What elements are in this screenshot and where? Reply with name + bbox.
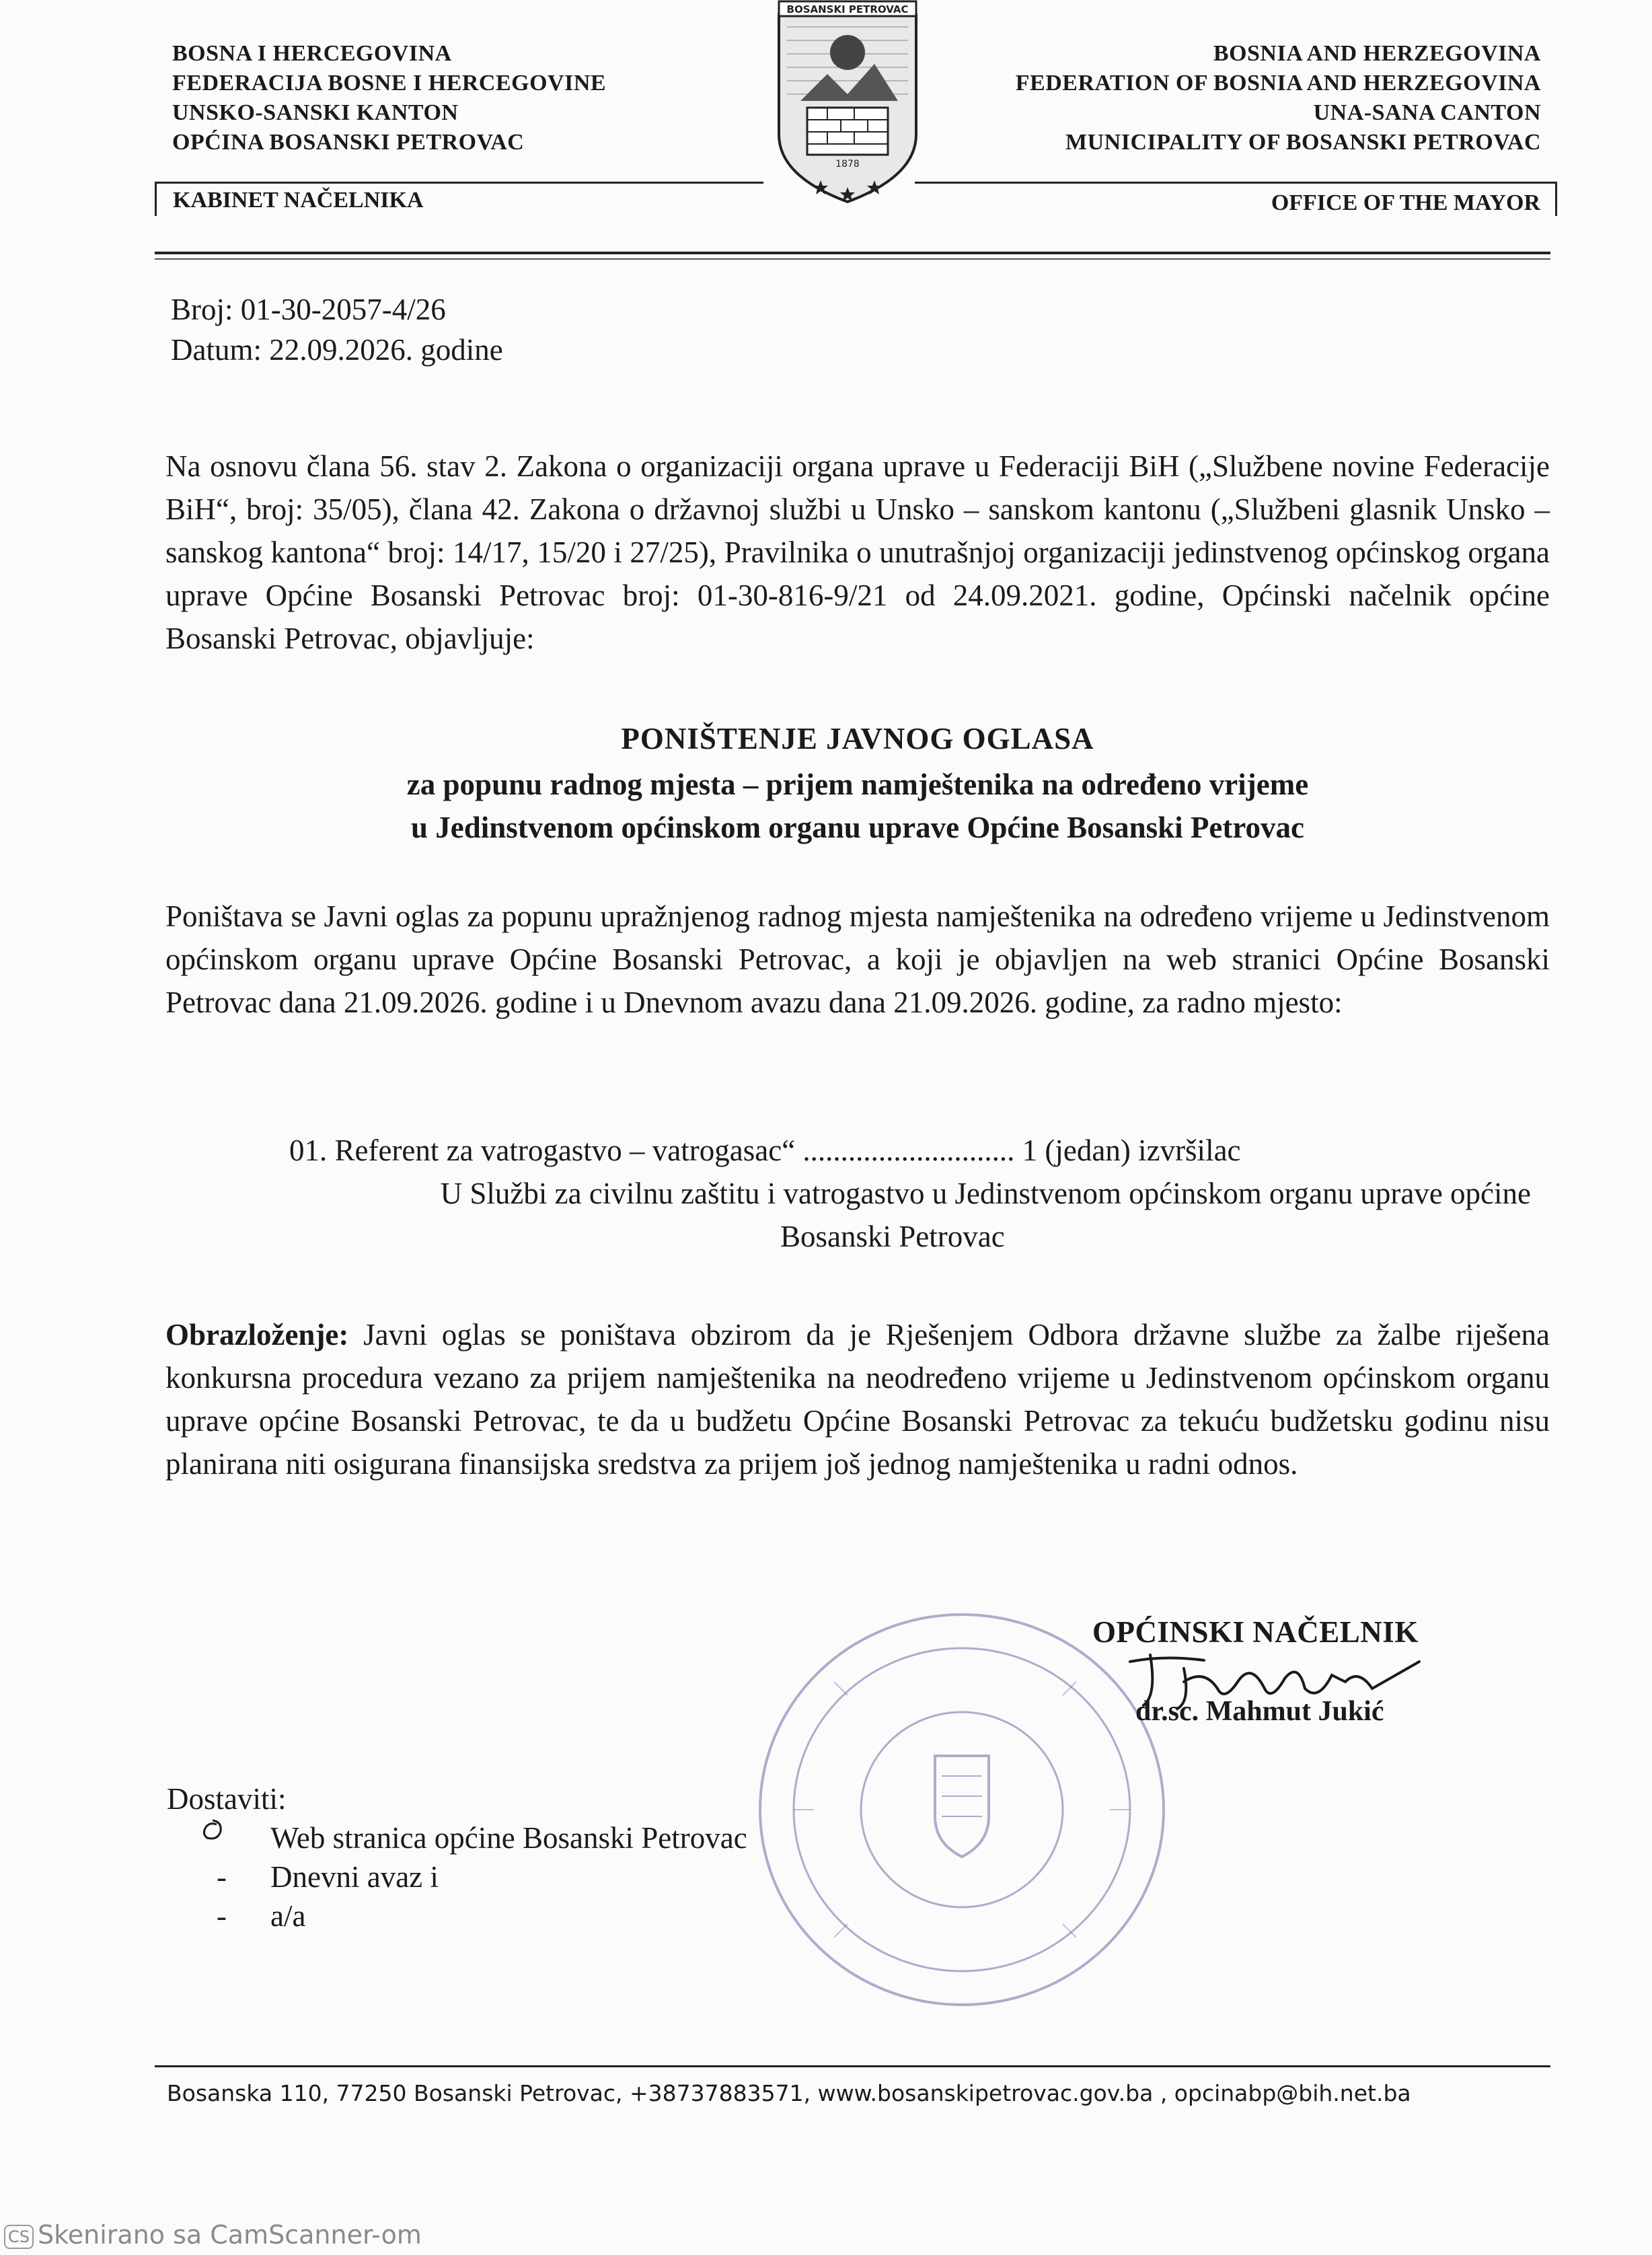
distribution-item: Web stranica općine Bosanski Petrovac: [270, 1821, 747, 1855]
reasoning-text: Javni oglas se poništava obzirom da je Rješenjem Odbora državne službe za žalbe riješena konkursna procedura vezano za prijem namještenika na neodređeno vrijeme u Jedinstvenom općinskom organu uprave općine Bosanski Petrovac, te da u budžetu Općine Bosanski Petrovac za tekuću budžetsku godinu nisu planirana niti osigurana finansijska sredstva za prijem još jednog namještenika u radni odnos.: [165, 1318, 1550, 1481]
list-bullet: -: [217, 1860, 227, 1894]
document-subtitle-line2: u Jedinstvenom općinskom organu uprave Općine Bosanski Petrovac: [410, 811, 1305, 844]
crest-year: 1878: [835, 159, 860, 170]
signer-name: dr.sc. Mahmut Jukić: [1135, 1696, 1384, 1727]
reasoning-paragraph: [165, 1313, 1550, 1485]
header-right-line: MUNICIPALITY OF BOSANSKI PETROVAC: [1065, 130, 1541, 155]
header-right-line: FEDERATION OF BOSNIA AND HERZEGOVINA: [1015, 71, 1541, 96]
document-meta: [171, 289, 503, 370]
distribution-item: a/a: [270, 1899, 306, 1933]
header-left-block: [172, 39, 606, 157]
intro-text: Na osnovu člana 56. stav 2. Zakona o organizaciji organa uprave u Federaciji BiH („Službene novine Federacije BiH“, broj: 35/05), člana 42. Zakona o državnoj službi u Unsko – sanskom kantonu („Službeni glasnik Unsko – sanskog kantona“ broj: 14/17, 15/20 i 27/25), Pravilnika o unutrašnjoj organizaciji jedinstvenog općinskog organa uprave Općine Bosanski Petrovac broj: 01-30-816-9/21 od 24.09.2021. godine, Općinski načelnik općine Bosanski Petrovac, objavljuje:: [165, 449, 1550, 655]
header-right-line: UNA-SANA CANTON: [1313, 100, 1541, 125]
scanner-watermark: [4, 2220, 422, 2250]
header-right-block: [1016, 39, 1541, 157]
document-title: PONIŠTENJE JAVNOG OGLASA: [621, 722, 1094, 755]
header-right-line: BOSNIA AND HERZEGOVINA: [1213, 41, 1541, 66]
header-left-line: FEDERACIJA BOSNE I HERCEGOVINE: [172, 71, 607, 96]
scanner-text: Skenirano sa CamScanner-om: [38, 2220, 422, 2250]
signer-role: OPĆINSKI NAČELNIK: [1092, 1615, 1419, 1649]
footer-contact: Bosanska 110, 77250 Bosanski Petrovac, +38737883571, www.bosanskipetrovac.gov.ba , opcinabp@bih.net.ba: [167, 2080, 1411, 2106]
crest-label: BOSANSKI PETROVAC: [786, 3, 909, 15]
office-right-box: [915, 182, 1557, 216]
body-text: Poništava se Javni oglas za popunu upražnjenog radnog mjesta namještenika na određeno vrijeme u Jedinstvenom općinskom organu uprave Općine Bosanski Petrovac, a koji je objavljen na web stranici Općine Bosanski Petrovac dana 21.09.2026. godine i u Dnevnom avazu dana 21.09.2026. godine, za radno mjesto:: [165, 899, 1550, 1019]
document-subtitle-line1: za popunu radnog mjesta – prijem namještenika na određeno vrijeme: [406, 768, 1309, 801]
footer-divider: [155, 2065, 1550, 2067]
position-location: Bosanski Petrovac: [780, 1220, 1005, 1253]
office-left-box: [155, 182, 763, 216]
body-paragraph: [165, 895, 1550, 1024]
list-bullet: -: [217, 1899, 227, 1933]
distribution-item: Dnevni avaz i: [270, 1860, 439, 1894]
header-divider-thin: [155, 258, 1550, 260]
document-date: Datum: 22.09.2026. godine: [171, 333, 503, 367]
header-divider: [155, 252, 1550, 254]
office-right-label: OFFICE OF THE MAYOR: [1271, 190, 1540, 215]
position-department: U Službi za civilnu zaštitu i vatrogastvo u Jedinstvenom općinskom organu uprave općine: [440, 1177, 1531, 1210]
header-left-line: BOSNA I HERCEGOVINA: [172, 41, 452, 66]
camscanner-logo-icon: CS: [4, 2225, 34, 2249]
intro-paragraph: [165, 445, 1550, 660]
position-title: 01. Referent za vatrogastvo – vatrogasac“ ............................ 1 (jedan) izvršilac: [289, 1134, 1241, 1167]
handwritten-mark-icon: [199, 1816, 226, 1843]
municipality-crest-icon: [774, 0, 922, 209]
distribution-label: Dostaviti:: [167, 1782, 287, 1816]
reasoning-label: Obrazloženje:: [165, 1318, 349, 1352]
header-left-line: OPĆINA BOSANSKI PETROVAC: [172, 130, 525, 155]
office-left-label: KABINET NAČELNIKA: [173, 188, 424, 213]
document-number: Broj: 01-30-2057-4/26: [171, 293, 446, 326]
header-left-line: UNSKO-SANSKI KANTON: [172, 100, 459, 125]
